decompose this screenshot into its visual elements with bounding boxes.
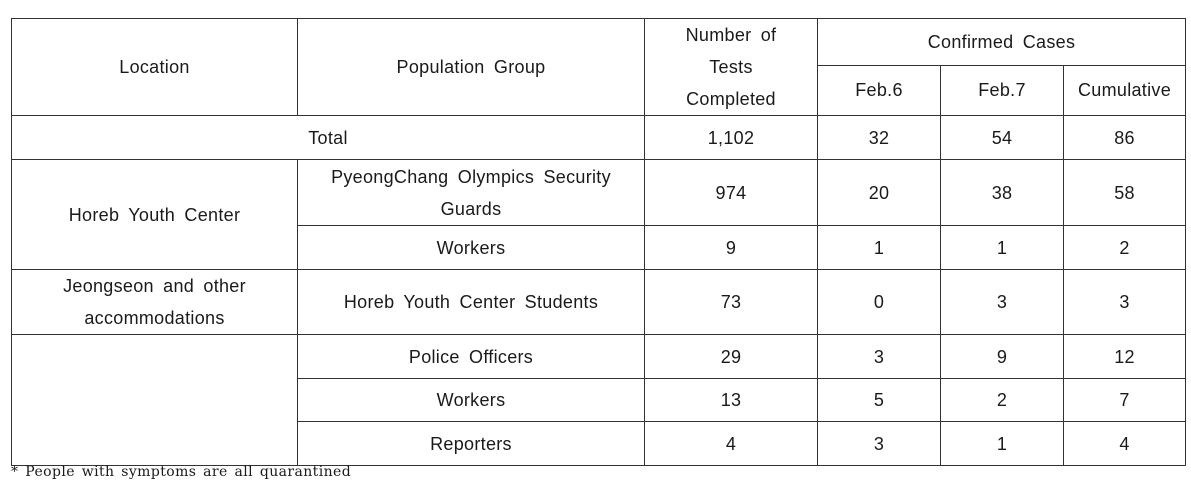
feb6-cell: 0 <box>818 270 941 335</box>
feb7-cell: 38 <box>941 160 1064 226</box>
population-group-cell: Workers <box>298 379 645 422</box>
location-cell: Jeongseon and other accommodations <box>12 270 298 335</box>
cumulative-cell: 58 <box>1064 160 1186 226</box>
header-population-group: Population Group <box>298 19 645 116</box>
cumulative-cell: 7 <box>1064 379 1186 422</box>
location-cell <box>12 335 298 466</box>
header-cumulative: Cumulative <box>1064 65 1186 115</box>
feb6-cell: 3 <box>818 335 941 379</box>
tests-cell: 73 <box>645 270 818 335</box>
tests-cell: 974 <box>645 160 818 226</box>
table-row <box>12 270 1186 335</box>
feb6-cell: 3 <box>818 422 941 466</box>
feb7-cell: 9 <box>941 335 1064 379</box>
total-feb7: 54 <box>941 116 1064 160</box>
location-cell: Horeb Youth Center <box>12 160 298 270</box>
table-row-total <box>12 116 1186 160</box>
header-feb6: Feb.6 <box>818 65 941 115</box>
header-confirmed-cases: Confirmed Cases <box>818 19 1186 66</box>
cumulative-cell: 2 <box>1064 226 1186 270</box>
feb6-cell: 5 <box>818 379 941 422</box>
population-group-cell: Workers <box>298 226 645 270</box>
total-tests: 1,102 <box>645 116 818 160</box>
cumulative-cell: 4 <box>1064 422 1186 466</box>
header-location: Location <box>12 19 298 116</box>
population-group-cell: Reporters <box>298 422 645 466</box>
tests-cell: 9 <box>645 226 818 270</box>
footnote: * People with symptoms are all quarantined <box>11 464 352 480</box>
total-label: Total <box>12 116 645 160</box>
total-cumulative: 86 <box>1064 116 1186 160</box>
feb7-cell: 2 <box>941 379 1064 422</box>
feb7-cell: 3 <box>941 270 1064 335</box>
total-feb6: 32 <box>818 116 941 160</box>
confirmed-cases-table <box>11 18 1186 466</box>
feb6-cell: 1 <box>818 226 941 270</box>
table-row <box>12 160 1186 226</box>
header-tests-completed: Number of Tests Completed <box>645 19 818 116</box>
feb7-cell: 1 <box>941 422 1064 466</box>
tests-cell: 13 <box>645 379 818 422</box>
cumulative-cell: 3 <box>1064 270 1186 335</box>
feb6-cell: 20 <box>818 160 941 226</box>
population-group-cell: Horeb Youth Center Students <box>298 270 645 335</box>
population-group-cell: Police Officers <box>298 335 645 379</box>
tests-cell: 4 <box>645 422 818 466</box>
feb7-cell: 1 <box>941 226 1064 270</box>
tests-cell: 29 <box>645 335 818 379</box>
population-group-cell: PyeongChang Olympics Security Guards <box>298 160 645 226</box>
header-feb7: Feb.7 <box>941 65 1064 115</box>
cumulative-cell: 12 <box>1064 335 1186 379</box>
header-row-top <box>12 19 1186 66</box>
table-row <box>12 335 1186 379</box>
